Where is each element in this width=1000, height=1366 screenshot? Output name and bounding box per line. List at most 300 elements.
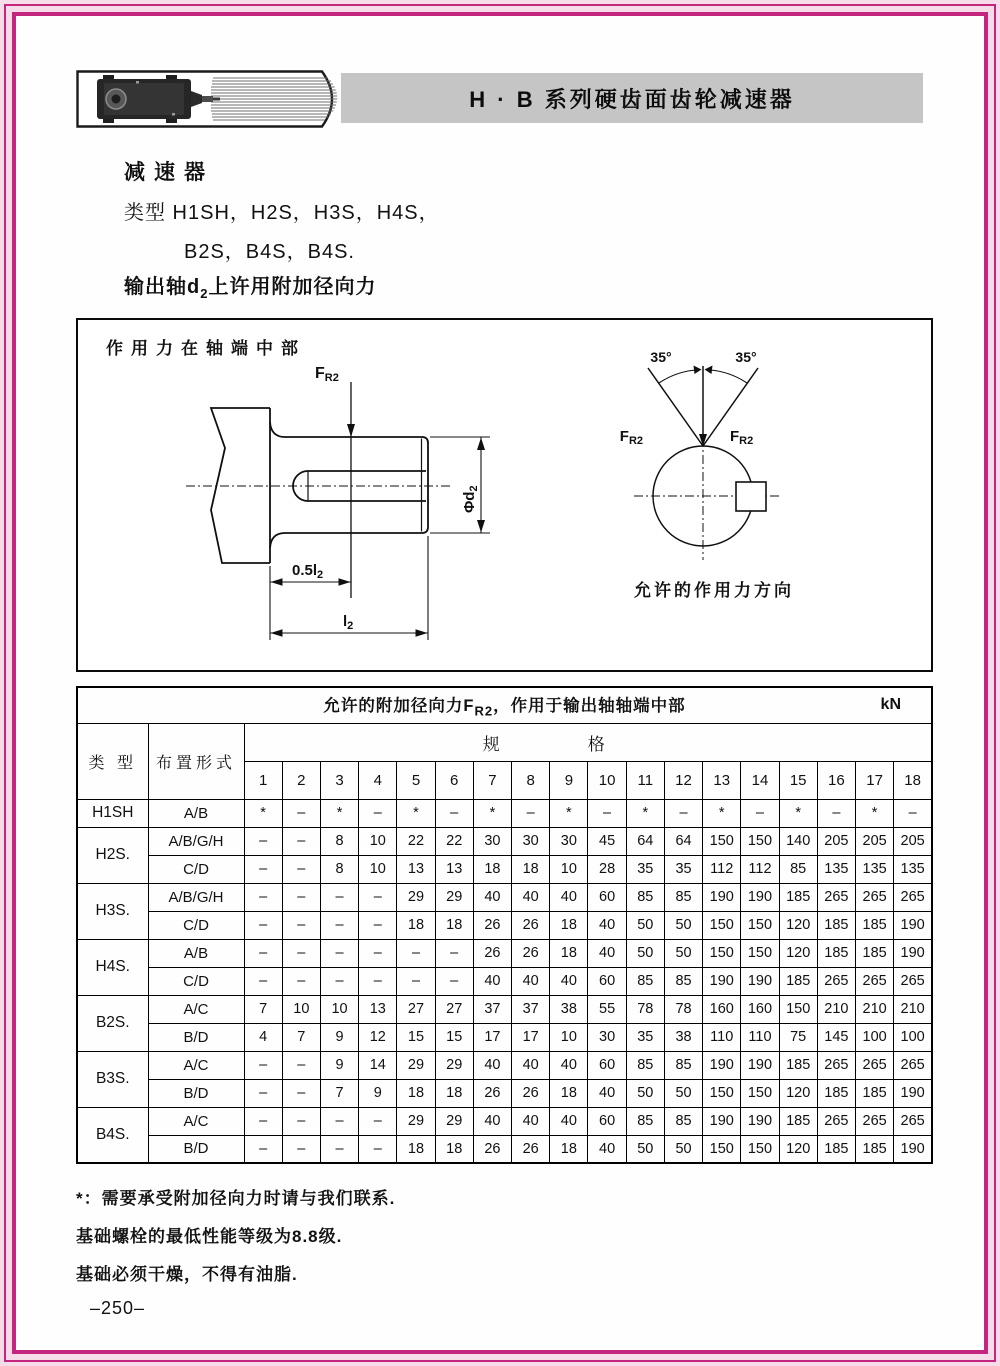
value-cell: 85	[664, 883, 702, 911]
value-cell: 135	[856, 855, 894, 883]
value-cell: –	[320, 939, 358, 967]
value-cell: –	[320, 883, 358, 911]
value-cell: 150	[779, 995, 817, 1023]
value-cell: 40	[473, 883, 511, 911]
value-cell: 85	[626, 883, 664, 911]
value-cell: 205	[817, 827, 855, 855]
value-cell: 18	[435, 911, 473, 939]
value-cell: 140	[779, 827, 817, 855]
value-cell: 265	[894, 967, 932, 995]
value-cell: 26	[512, 911, 550, 939]
value-cell: 190	[703, 1107, 741, 1135]
value-cell: 10	[359, 855, 397, 883]
value-cell: 26	[473, 911, 511, 939]
value-cell: 29	[397, 1051, 435, 1079]
value-cell: 150	[703, 911, 741, 939]
value-cell: 27	[397, 995, 435, 1023]
value-cell: 185	[779, 883, 817, 911]
value-cell: –	[588, 799, 626, 827]
value-cell: 18	[550, 1079, 588, 1107]
dim-arrow	[477, 438, 485, 451]
value-cell: 85	[664, 1051, 702, 1079]
value-cell: –	[244, 1135, 282, 1163]
value-cell: 205	[894, 827, 932, 855]
value-cell: 210	[894, 995, 932, 1023]
value-cell: 35	[664, 855, 702, 883]
value-cell: 50	[664, 911, 702, 939]
footnotes	[76, 1184, 395, 1298]
value-cell: 185	[817, 1079, 855, 1107]
angle-right-label: 35°	[735, 349, 757, 365]
value-cell: 14	[359, 1051, 397, 1079]
dim-arrow	[271, 578, 283, 586]
value-cell: –	[282, 1135, 320, 1163]
value-cell: 85	[626, 1051, 664, 1079]
value-cell: 265	[817, 967, 855, 995]
value-cell: 30	[588, 1023, 626, 1051]
value-cell: *	[397, 799, 435, 827]
value-cell: 55	[588, 995, 626, 1023]
value-cell: *	[703, 799, 741, 827]
value-cell: 265	[894, 1051, 932, 1079]
intro-types-line1: 类型 H1SH，H2S，H3S，H4S，	[124, 202, 440, 224]
spec-number: 4	[359, 761, 397, 799]
diagram-caption: 允许的作用力方向	[634, 581, 794, 600]
value-cell: –	[282, 911, 320, 939]
value-cell: 12	[359, 1023, 397, 1051]
value-cell: 40	[588, 939, 626, 967]
value-cell: 15	[435, 1023, 473, 1051]
value-cell: 15	[397, 1023, 435, 1051]
value-cell: –	[359, 1135, 397, 1163]
dim-arrow	[339, 578, 351, 586]
spec-number: 13	[703, 761, 741, 799]
table-row	[77, 827, 932, 855]
value-cell: 29	[435, 1051, 473, 1079]
value-cell: 185	[856, 911, 894, 939]
value-cell: –	[359, 1107, 397, 1135]
spec-number: 11	[626, 761, 664, 799]
type-cell: B2S.	[77, 995, 148, 1051]
value-cell: 190	[894, 1079, 932, 1107]
value-cell: 120	[779, 939, 817, 967]
arc-arrow	[694, 366, 702, 375]
spec-number: 1	[244, 761, 282, 799]
value-cell: 40	[512, 1051, 550, 1079]
footnote: 基础必须干燥，不得有油脂.	[76, 1265, 298, 1284]
spec-number: 16	[817, 761, 855, 799]
value-cell: 110	[703, 1023, 741, 1051]
value-cell: 60	[588, 1107, 626, 1135]
technical-drawing	[78, 320, 931, 670]
value-cell: –	[244, 883, 282, 911]
value-cell: –	[320, 967, 358, 995]
table-row	[77, 995, 932, 1023]
table-row	[77, 1079, 932, 1107]
table-row	[77, 939, 932, 967]
value-cell: 185	[817, 1135, 855, 1163]
page	[12, 12, 988, 1354]
type-cell: H3S.	[77, 883, 148, 939]
value-cell: –	[359, 967, 397, 995]
value-cell: 185	[779, 1051, 817, 1079]
value-cell: –	[320, 911, 358, 939]
value-cell: 160	[703, 995, 741, 1023]
spec-number: 14	[741, 761, 779, 799]
type-cell: H1SH	[77, 799, 148, 827]
value-cell: –	[282, 1107, 320, 1135]
value-cell: 7	[282, 1023, 320, 1051]
value-cell: 18	[435, 1135, 473, 1163]
value-cell: 40	[512, 967, 550, 995]
spec-number: 9	[550, 761, 588, 799]
arrangement-column-header: 布置形式	[148, 723, 244, 799]
intro-subject-pre: 输出轴d	[124, 276, 201, 298]
value-cell: 40	[512, 883, 550, 911]
value-cell: 50	[626, 1135, 664, 1163]
value-cell: –	[664, 799, 702, 827]
value-cell: 265	[856, 1107, 894, 1135]
value-cell: 210	[856, 995, 894, 1023]
value-cell: 265	[894, 1107, 932, 1135]
spec-number: 5	[397, 761, 435, 799]
value-cell: 30	[473, 827, 511, 855]
value-cell: 38	[550, 995, 588, 1023]
value-cell: 150	[741, 827, 779, 855]
value-cell: 40	[550, 883, 588, 911]
value-cell: 27	[435, 995, 473, 1023]
hatch-lines-decoration	[211, 78, 337, 120]
reducer-photo-box	[76, 70, 344, 128]
value-cell: –	[244, 939, 282, 967]
value-cell: –	[282, 827, 320, 855]
value-cell: 35	[626, 855, 664, 883]
value-cell: –	[894, 799, 932, 827]
value-cell: 13	[397, 855, 435, 883]
arrangement-cell: B/D	[148, 1023, 244, 1051]
value-cell: 150	[741, 911, 779, 939]
diameter-dimension	[430, 437, 490, 533]
intro-heading: 减速器	[124, 161, 214, 184]
value-cell: 38	[664, 1023, 702, 1051]
value-cell: 205	[856, 827, 894, 855]
value-cell: –	[244, 1079, 282, 1107]
spec-number: 8	[512, 761, 550, 799]
footnote: 基础螺栓的最低性能等级为8.8级.	[76, 1227, 343, 1246]
value-cell: –	[282, 799, 320, 827]
table-row	[77, 1135, 932, 1163]
value-cell: 40	[588, 1079, 626, 1107]
value-cell: 18	[512, 855, 550, 883]
value-cell: 10	[282, 995, 320, 1023]
value-cell: 265	[817, 1107, 855, 1135]
value-cell: –	[244, 967, 282, 995]
value-cell: –	[435, 939, 473, 967]
table-row	[77, 967, 932, 995]
value-cell: 35	[626, 1023, 664, 1051]
value-cell: 100	[856, 1023, 894, 1051]
value-cell: 190	[703, 1051, 741, 1079]
value-cell: 37	[473, 995, 511, 1023]
value-cell: 8	[320, 855, 358, 883]
value-cell: 185	[817, 939, 855, 967]
value-cell: 145	[817, 1023, 855, 1051]
value-cell: 18	[397, 911, 435, 939]
value-cell: 29	[397, 1107, 435, 1135]
value-cell: 150	[703, 1135, 741, 1163]
value-cell: 29	[435, 883, 473, 911]
arrangement-cell: B/D	[148, 1135, 244, 1163]
value-cell: –	[397, 967, 435, 995]
value-cell: 26	[473, 1135, 511, 1163]
value-cell: 26	[473, 939, 511, 967]
value-cell: 18	[550, 1135, 588, 1163]
value-cell: –	[282, 1079, 320, 1107]
value-cell: 85	[664, 1107, 702, 1135]
value-cell: 112	[741, 855, 779, 883]
page-number: –250–	[90, 1298, 146, 1318]
value-cell: 18	[397, 1135, 435, 1163]
value-cell: 78	[626, 995, 664, 1023]
arrangement-cell: A/C	[148, 1107, 244, 1135]
table-title-row	[77, 687, 932, 723]
key-cross-section	[736, 482, 766, 511]
value-cell: 7	[244, 995, 282, 1023]
spec-number: 3	[320, 761, 358, 799]
table-row	[77, 855, 932, 883]
value-cell: –	[397, 939, 435, 967]
value-cell: –	[359, 911, 397, 939]
value-cell: 9	[359, 1079, 397, 1107]
value-cell: 18	[550, 911, 588, 939]
arrangement-cell: A/B/G/H	[148, 883, 244, 911]
value-cell: 50	[664, 939, 702, 967]
value-cell: 190	[703, 967, 741, 995]
value-cell: –	[282, 967, 320, 995]
value-cell: 190	[741, 883, 779, 911]
value-cell: 18	[435, 1079, 473, 1107]
spec-header-row	[77, 723, 932, 761]
value-cell: 37	[512, 995, 550, 1023]
intro-subject-sub: 2	[200, 286, 209, 301]
value-cell: –	[244, 827, 282, 855]
value-cell: –	[282, 855, 320, 883]
diagram-box-title: 作用力在轴端中部	[106, 339, 306, 358]
intro-subject-post: 上许用附加径向力	[208, 276, 377, 298]
spec-group-header: 规格	[244, 723, 932, 761]
value-cell: 18	[397, 1079, 435, 1107]
value-cell: 190	[894, 1135, 932, 1163]
radial-force-table	[76, 686, 933, 1164]
value-cell: 26	[473, 1079, 511, 1107]
value-cell: 75	[779, 1023, 817, 1051]
arrangement-cell: A/B	[148, 939, 244, 967]
value-cell: 50	[626, 1079, 664, 1107]
value-cell: 50	[626, 939, 664, 967]
value-cell: 45	[588, 827, 626, 855]
value-cell: 185	[856, 1135, 894, 1163]
value-cell: 60	[588, 1051, 626, 1079]
value-cell: 185	[856, 1079, 894, 1107]
value-cell: 190	[741, 1107, 779, 1135]
value-cell: 64	[626, 827, 664, 855]
unit-label: kN	[880, 696, 901, 714]
page-title: H · B 系列硬齿面齿轮减速器	[469, 86, 795, 112]
value-cell: *	[244, 799, 282, 827]
value-cell: *	[856, 799, 894, 827]
value-cell: 17	[512, 1023, 550, 1051]
value-cell: 40	[550, 1051, 588, 1079]
table-row	[77, 1051, 932, 1079]
value-cell: 40	[473, 1107, 511, 1135]
value-cell: 185	[856, 939, 894, 967]
value-cell: 40	[473, 1051, 511, 1079]
value-cell: 29	[435, 1107, 473, 1135]
value-cell: *	[779, 799, 817, 827]
arrangement-cell: B/D	[148, 1079, 244, 1107]
value-cell: 150	[741, 1079, 779, 1107]
value-cell: 265	[894, 883, 932, 911]
value-cell: 85	[664, 967, 702, 995]
value-cell: 26	[512, 939, 550, 967]
value-cell: –	[435, 967, 473, 995]
value-cell: 13	[435, 855, 473, 883]
full-length-label: $l_2$	[343, 613, 354, 632]
value-cell: 190	[741, 1051, 779, 1079]
value-cell: 40	[512, 1107, 550, 1135]
value-cell: –	[282, 939, 320, 967]
dim-arrow	[271, 629, 283, 637]
value-cell: 265	[856, 883, 894, 911]
value-cell: 265	[817, 1051, 855, 1079]
type-cell: H4S.	[77, 939, 148, 995]
value-cell: 17	[473, 1023, 511, 1051]
value-cell: 26	[512, 1079, 550, 1107]
value-cell: –	[512, 799, 550, 827]
value-cell: 40	[588, 911, 626, 939]
diameter-label: $\Phi d_2$	[461, 485, 480, 513]
value-cell: 50	[626, 911, 664, 939]
spec-number: 12	[664, 761, 702, 799]
value-cell: 40	[550, 1107, 588, 1135]
type-cell: B4S.	[77, 1107, 148, 1163]
arrangement-cell: A/B/G/H	[148, 827, 244, 855]
value-cell: 13	[359, 995, 397, 1023]
footnote: *：需要承受附加径向力时请与我们联系.	[76, 1189, 396, 1208]
value-cell: 265	[817, 883, 855, 911]
value-cell: 150	[703, 939, 741, 967]
spec-number: 18	[894, 761, 932, 799]
force-label-left: $F_{R2}$	[619, 428, 643, 447]
value-cell: 29	[397, 883, 435, 911]
value-cell: –	[320, 1107, 358, 1135]
type-cell: B3S.	[77, 1051, 148, 1107]
table-row	[77, 1107, 932, 1135]
value-cell: 112	[703, 855, 741, 883]
value-cell: 135	[894, 855, 932, 883]
value-cell: 60	[588, 883, 626, 911]
value-cell: 85	[779, 855, 817, 883]
value-cell: 22	[397, 827, 435, 855]
value-cell: 7	[320, 1079, 358, 1107]
value-cell: 18	[473, 855, 511, 883]
half-length-label: $0.5l_2$	[292, 562, 324, 581]
value-cell: 150	[703, 827, 741, 855]
spec-number: 15	[779, 761, 817, 799]
value-cell: 30	[512, 827, 550, 855]
value-cell: 135	[817, 855, 855, 883]
value-cell: 190	[741, 967, 779, 995]
arrangement-cell: C/D	[148, 855, 244, 883]
value-cell: 190	[894, 911, 932, 939]
value-cell: –	[282, 883, 320, 911]
table-row	[77, 883, 932, 911]
force-label: FR2	[315, 365, 339, 384]
intro-subject-line	[124, 270, 376, 301]
value-cell: 9	[320, 1051, 358, 1079]
value-cell: *	[320, 799, 358, 827]
value-cell: 120	[779, 1135, 817, 1163]
table-row	[77, 799, 932, 827]
value-cell: 185	[779, 1107, 817, 1135]
value-cell: 40	[588, 1135, 626, 1163]
spec-number: 17	[856, 761, 894, 799]
value-cell: 30	[550, 827, 588, 855]
arrangement-cell: A/C	[148, 1051, 244, 1079]
value-cell: –	[282, 1051, 320, 1079]
spec-number: 7	[473, 761, 511, 799]
table-title-cell	[77, 687, 932, 723]
value-cell: 100	[894, 1023, 932, 1051]
value-cell: 26	[512, 1135, 550, 1163]
table-row	[77, 1023, 932, 1051]
intro-types-line2: B2S，B4S，B4S.	[184, 241, 355, 263]
arrangement-cell: C/D	[148, 911, 244, 939]
value-cell: 185	[817, 911, 855, 939]
value-cell: 4	[244, 1023, 282, 1051]
value-cell: 150	[703, 1079, 741, 1107]
value-cell: –	[244, 1051, 282, 1079]
value-cell: –	[244, 1107, 282, 1135]
value-cell: 265	[856, 967, 894, 995]
value-cell: 120	[779, 911, 817, 939]
value-cell: 64	[664, 827, 702, 855]
value-cell: 8	[320, 827, 358, 855]
value-cell: 85	[626, 967, 664, 995]
diagram-box	[76, 318, 933, 672]
table-body	[77, 799, 932, 1163]
value-cell: 40	[473, 967, 511, 995]
dim-arrow	[416, 629, 428, 637]
spec-number: 10	[588, 761, 626, 799]
value-cell: 22	[435, 827, 473, 855]
arrangement-cell: A/B	[148, 799, 244, 827]
value-cell: –	[320, 1135, 358, 1163]
value-cell: 85	[626, 1107, 664, 1135]
header-band	[341, 73, 923, 123]
value-cell: –	[244, 911, 282, 939]
value-cell: 18	[550, 939, 588, 967]
value-cell: 190	[894, 939, 932, 967]
value-cell: 50	[664, 1135, 702, 1163]
value-cell: 10	[320, 995, 358, 1023]
value-cell: 160	[741, 995, 779, 1023]
table-title: 允许的附加径向力$F_{R2}$，作用于输出轴轴端中部	[323, 697, 686, 719]
type-column-header: 类 型	[77, 723, 148, 799]
dim-arrow	[477, 520, 485, 533]
value-cell: 150	[741, 939, 779, 967]
value-cell: *	[550, 799, 588, 827]
